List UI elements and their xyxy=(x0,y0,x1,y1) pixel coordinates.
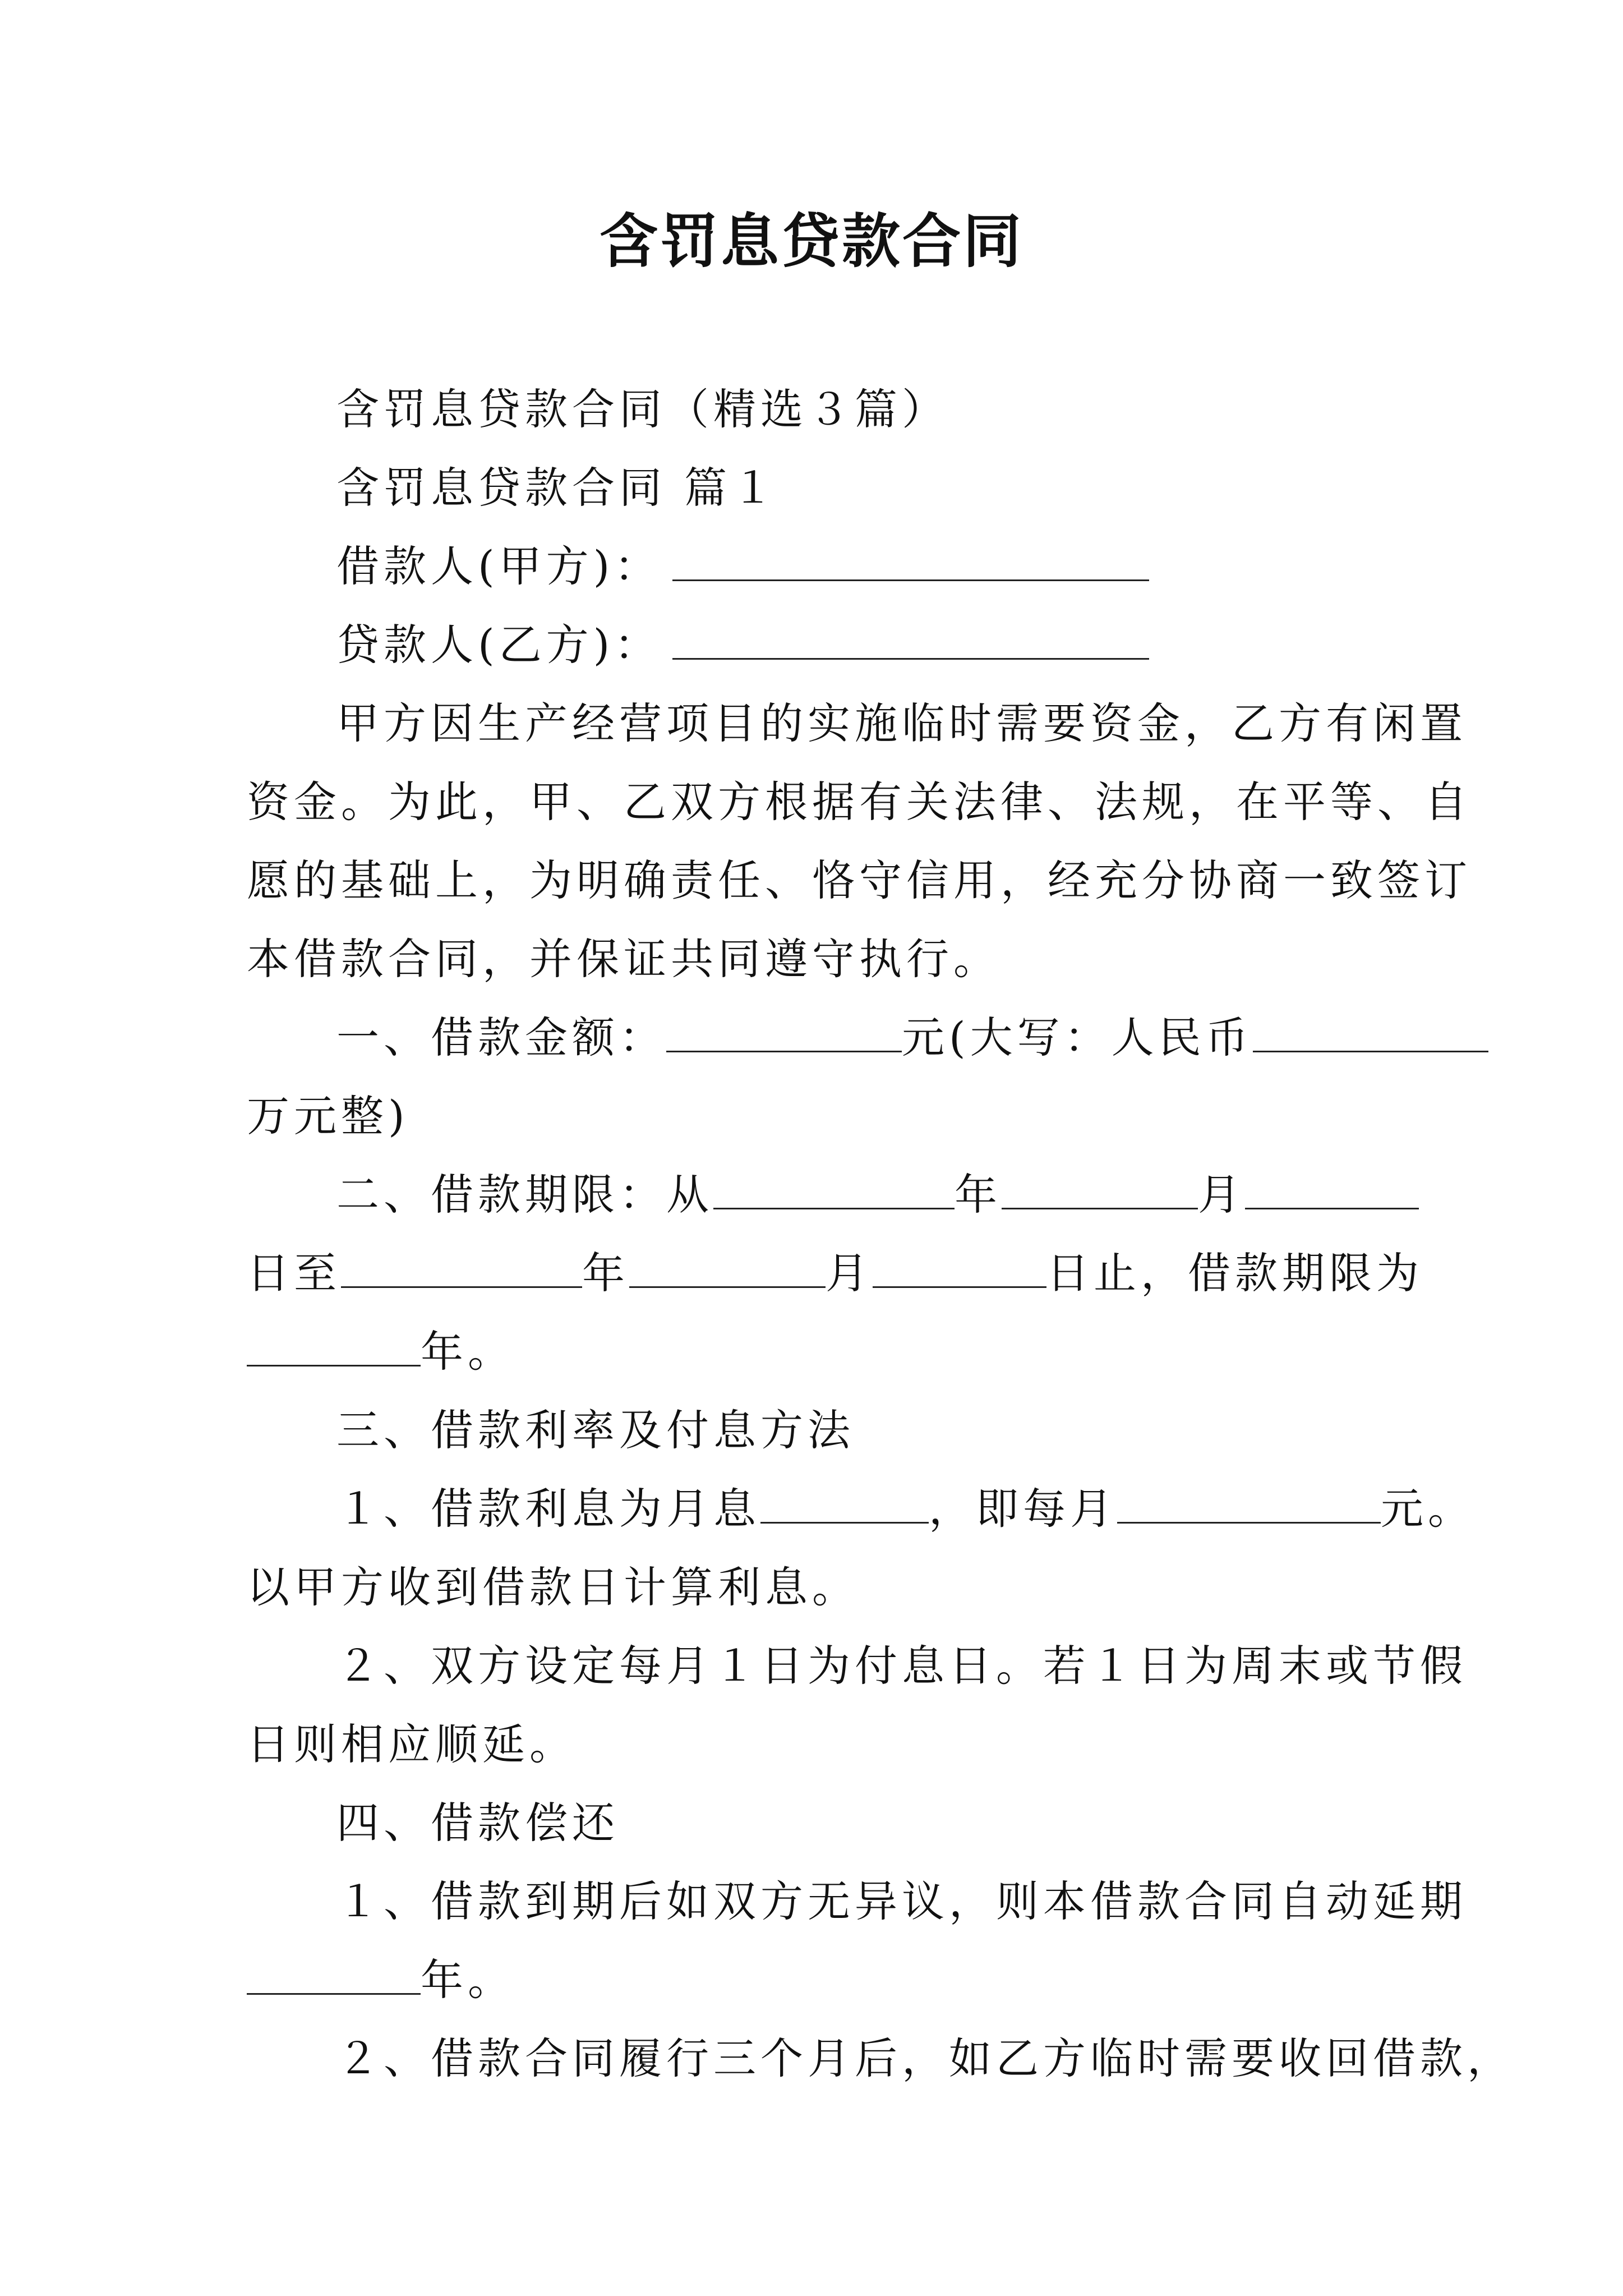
term-end-day-blank xyxy=(873,1247,1046,1288)
interest-item-1-line-2: 以甲方收到借款日计算利息。 xyxy=(247,1562,859,1612)
term-year-label: 年 xyxy=(955,1170,1002,1220)
term-prefix: 二、借款期限：从 xyxy=(336,1170,713,1220)
term-end-month-blank xyxy=(629,1247,826,1288)
intro-line-3: 愿的基础上，为明确责任、恪守信用，经充分协商一致签订 xyxy=(247,855,1472,905)
interest-item-1 xyxy=(247,1470,1475,1548)
term-end-year-label: 年 xyxy=(582,1248,629,1298)
intro-line-2: 资金。为此，甲、乙双方根据有关法律、法规，在平等、自 xyxy=(247,777,1472,827)
lender-line xyxy=(247,606,1380,684)
term-start-month-blank xyxy=(1002,1168,1198,1209)
subtitle: 含罚息贷款合同（精选３篇） xyxy=(336,384,949,434)
amount-prefix: 一、借款金额： xyxy=(336,1013,666,1062)
interest-heading: 三、借款利率及付息方法 xyxy=(336,1405,855,1455)
term-start-year-blank xyxy=(713,1168,955,1209)
term-line-1 xyxy=(247,1156,1380,1234)
term-until: 日止，借款期限为 xyxy=(1046,1248,1423,1298)
interest-item-2-line-2: 日则相应顺延。 xyxy=(247,1719,577,1769)
intro-line-4: 本借款合同，并保证共同遵守执行。 xyxy=(247,934,1000,984)
repayment-heading: 四、借款偿还 xyxy=(336,1798,619,1848)
monthly-rate-blank xyxy=(760,1483,929,1524)
term-year-end: 年。 xyxy=(421,1327,515,1377)
amount-suffix: 万元整) xyxy=(247,1091,409,1141)
amount-upper-label: 元(大写：人民币 xyxy=(902,1013,1253,1062)
borrower-blank xyxy=(672,540,1149,581)
borrower-label: 借款人(甲方)： xyxy=(336,541,662,591)
section-heading: 含罚息贷款合同 篇１ xyxy=(336,463,779,513)
repayment-item-1-line-1: １、借款到期后如双方无异议，则本借款合同自动延期 xyxy=(336,1876,1467,1926)
lender-blank xyxy=(672,619,1149,660)
amount-upper-blank xyxy=(1253,1011,1488,1052)
amount-blank xyxy=(666,1011,902,1052)
term-line-2 xyxy=(247,1234,1423,1313)
document-title: 含罚息贷款合同 xyxy=(599,206,1023,275)
amount-line xyxy=(247,999,1380,1077)
term-day-to: 日至 xyxy=(247,1248,341,1298)
repayment-item-1-line-2 xyxy=(247,1941,1380,2019)
extension-years-blank xyxy=(247,1954,421,1995)
interest-item-1-a: １、借款利息为月息 xyxy=(336,1484,760,1534)
term-line-3 xyxy=(247,1313,1380,1391)
borrower-line xyxy=(247,527,1380,606)
term-end-month-label: 月 xyxy=(826,1248,873,1298)
term-length-blank xyxy=(247,1326,421,1366)
document-body xyxy=(247,370,1514,2098)
monthly-amount-blank xyxy=(1117,1483,1381,1524)
interest-item-1-c: 元。 xyxy=(1381,1484,1475,1534)
repayment-item-1-year: 年。 xyxy=(421,1955,515,2005)
interest-item-2-line-1: ２、双方设定每月１日为付息日。若１日为周末或节假 xyxy=(336,1641,1467,1691)
term-month-label: 月 xyxy=(1198,1170,1245,1220)
term-start-day-blank xyxy=(1245,1168,1419,1209)
interest-item-1-b: ，即每月 xyxy=(929,1484,1117,1534)
intro-line-1: 甲方因生产经营项目的实施临时需要资金，乙方有闲置 xyxy=(336,698,1467,748)
lender-label: 贷款人(乙方)： xyxy=(336,620,662,670)
repayment-item-2-line-1: ２、借款合同履行三个月后，如乙方临时需要收回借款， xyxy=(336,2033,1514,2083)
term-end-year-blank xyxy=(341,1247,582,1288)
